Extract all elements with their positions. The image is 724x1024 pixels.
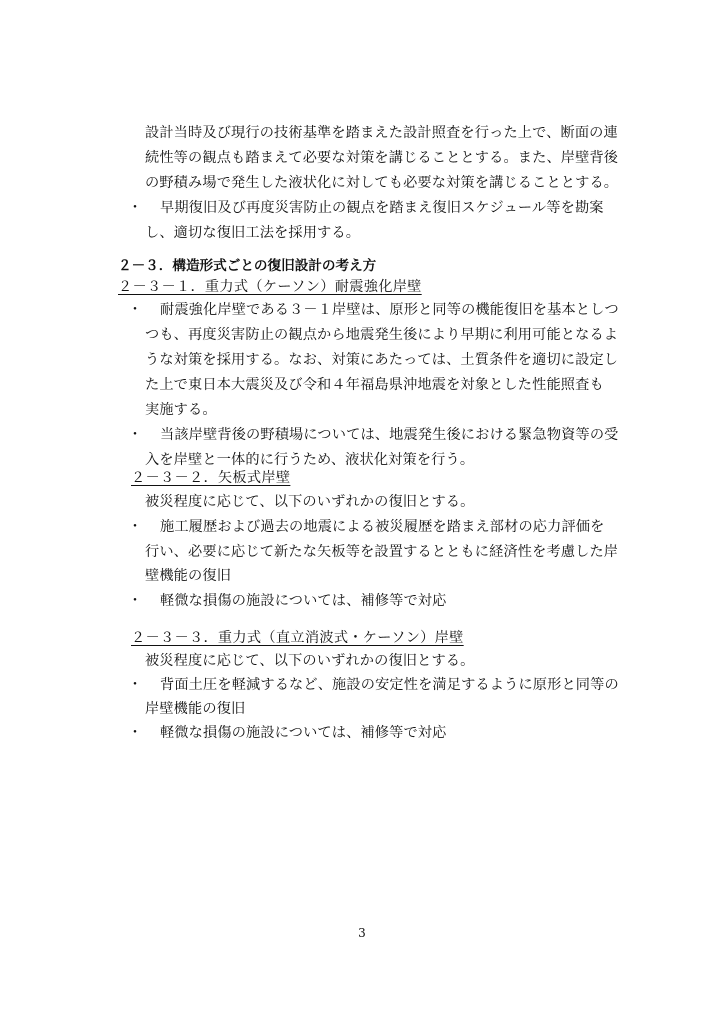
section-heading: ２－３．構造形式ごとの復旧設計の考え方 (118, 258, 377, 274)
sub1-bullet1-line-1: 耐震強化岸壁である３－１岸壁は、原形と同等の機能復旧を基本としつ (160, 302, 619, 318)
subsection-title-1: ２－３－１．重力式（ケーソン）耐震強化岸壁 (118, 279, 422, 295)
page-number: 3 (358, 926, 366, 940)
sub2-bullet2-line-1: 軽微な損傷の施設については、補修等で対応 (160, 593, 447, 609)
sub1-bullet1-line-2: つも、再度災害防止の観点から地震発生後により早期に利用可能となるよ (145, 327, 619, 343)
bullet-mark: ・ (128, 302, 142, 318)
bullet-mark: ・ (128, 725, 142, 741)
bullet-mark: ・ (128, 593, 142, 609)
subsection-title-2: ２－３－２．矢板式岸壁 (131, 470, 291, 486)
sub2-lead: 被災程度に応じて、以下のいずれかの復旧とする。 (145, 494, 475, 510)
intro-line-3: の野積み場で発生した液状化に対しても必要な対策を講じることとする。 (145, 175, 619, 191)
sub1-bullet1-line-3: うな対策を採用する。なお、対策にあたっては、土質条件を適切に設定し (145, 352, 619, 368)
sub3-bullet2-line-1: 軽微な損傷の施設については、補修等で対応 (160, 725, 447, 741)
sub1-bullet1-line-5: 実施する。 (145, 402, 217, 418)
intro-bullet-line-1: 早期復旧及び再度災害防止の観点を踏まえ復旧スケジュール等を勘案 (160, 200, 604, 216)
sub1-bullet1-line-4: た上で東日本大震災及び令和４年福島県沖地震を対象とした性能照査も (145, 377, 604, 393)
bullet-mark: ・ (128, 519, 142, 535)
sub1-bullet2-line-2: 入を岸壁と一体的に行うため、液状化対策を行う。 (145, 452, 475, 468)
subsection-title-3: ２－３－３．重力式（直立消波式・ケーソン）岸壁 (131, 630, 464, 646)
sub2-bullet1-line-3: 壁機能の復旧 (145, 568, 232, 584)
bullet-mark: ・ (128, 677, 142, 693)
sub3-bullet1-line-2: 岸壁機能の復旧 (145, 701, 246, 717)
sub3-lead: 被災程度に応じて、以下のいずれかの復旧とする。 (145, 653, 475, 669)
sub2-bullet1-line-2: 行い、必要に応じて新たな矢板等を設置するとともに経済性を考慮した岸 (145, 544, 619, 560)
sub3-bullet1-line-1: 背面土圧を軽減するなど、施設の安定性を満足するように原形と同等の (160, 677, 619, 693)
bullet-mark: ・ (128, 200, 142, 216)
sub2-bullet1-line-1: 施工履歴および過去の地震による被災履歴を踏まえ部材の応力評価を (160, 519, 605, 535)
sub1-bullet2-line-1: 当該岸壁背後の野積場については、地震発生後における緊急物資等の受 (160, 427, 619, 443)
intro-bullet-line-2: し、適切な復旧工法を採用する。 (145, 225, 361, 241)
intro-line-2: 続性等の観点も踏まえて必要な対策を講じることとする。また、岸壁背後 (145, 150, 619, 166)
bullet-mark: ・ (128, 427, 142, 443)
intro-line-1: 設計当時及び現行の技術基準を踏まえた設計照査を行った上で、断面の連 (145, 125, 618, 141)
